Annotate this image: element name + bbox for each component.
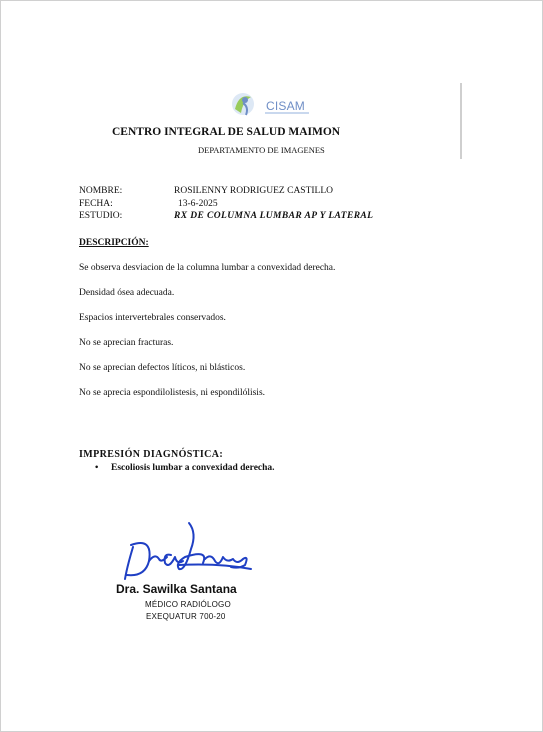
department-name: DEPARTAMENTO DE IMAGENES — [198, 145, 325, 155]
organization-name: CENTRO INTEGRAL DE SALUD MAIMON — [112, 126, 341, 138]
study-label: ESTUDIO: — [79, 211, 123, 221]
bullet-icon: • — [95, 463, 99, 473]
handwritten-signature — [119, 519, 257, 585]
signature-name: Dra. Sawilka Santana — [116, 582, 237, 596]
finding-item: Densidad ósea adecuada. — [79, 288, 175, 298]
signature-title: MÉDICO RADIÓLOGO — [145, 600, 231, 609]
impression-text: Escoliosis lumbar a convexidad derecha. — [111, 463, 275, 473]
description-heading: DESCRIPCIÓN: — [79, 238, 149, 248]
finding-item: No se aprecian defectos líticos, ni blásticos. — [79, 363, 246, 373]
patient-name: ROSILENNY RODRIGUEZ CASTILLO — [174, 186, 334, 196]
logo-text: CISAM — [266, 99, 306, 113]
finding-item: Espacios intervertebrales conservados. — [79, 313, 226, 323]
signature-exequatur: EXEQUATUR 700-20 — [146, 612, 226, 621]
study-name: RX DE COLUMNA LUMBAR AP Y LATERAL — [174, 211, 374, 221]
name-label: NOMBRE: — [79, 186, 123, 196]
finding-item: Se observa desviacion de la columna lumbar a convexidad derecha. — [79, 263, 336, 273]
vertical-divider — [460, 83, 462, 159]
impression-item — [95, 463, 275, 473]
impression-heading: IMPRESIÓN DIAGNÓSTICA: — [79, 449, 224, 460]
date-label: FECHA: — [79, 199, 113, 209]
report-date: 13-6-2025 — [178, 199, 218, 209]
finding-item: No se aprecian fracturas. — [79, 338, 174, 348]
finding-item: No se aprecia espondilolistesis, ni espondilólisis. — [79, 388, 266, 398]
